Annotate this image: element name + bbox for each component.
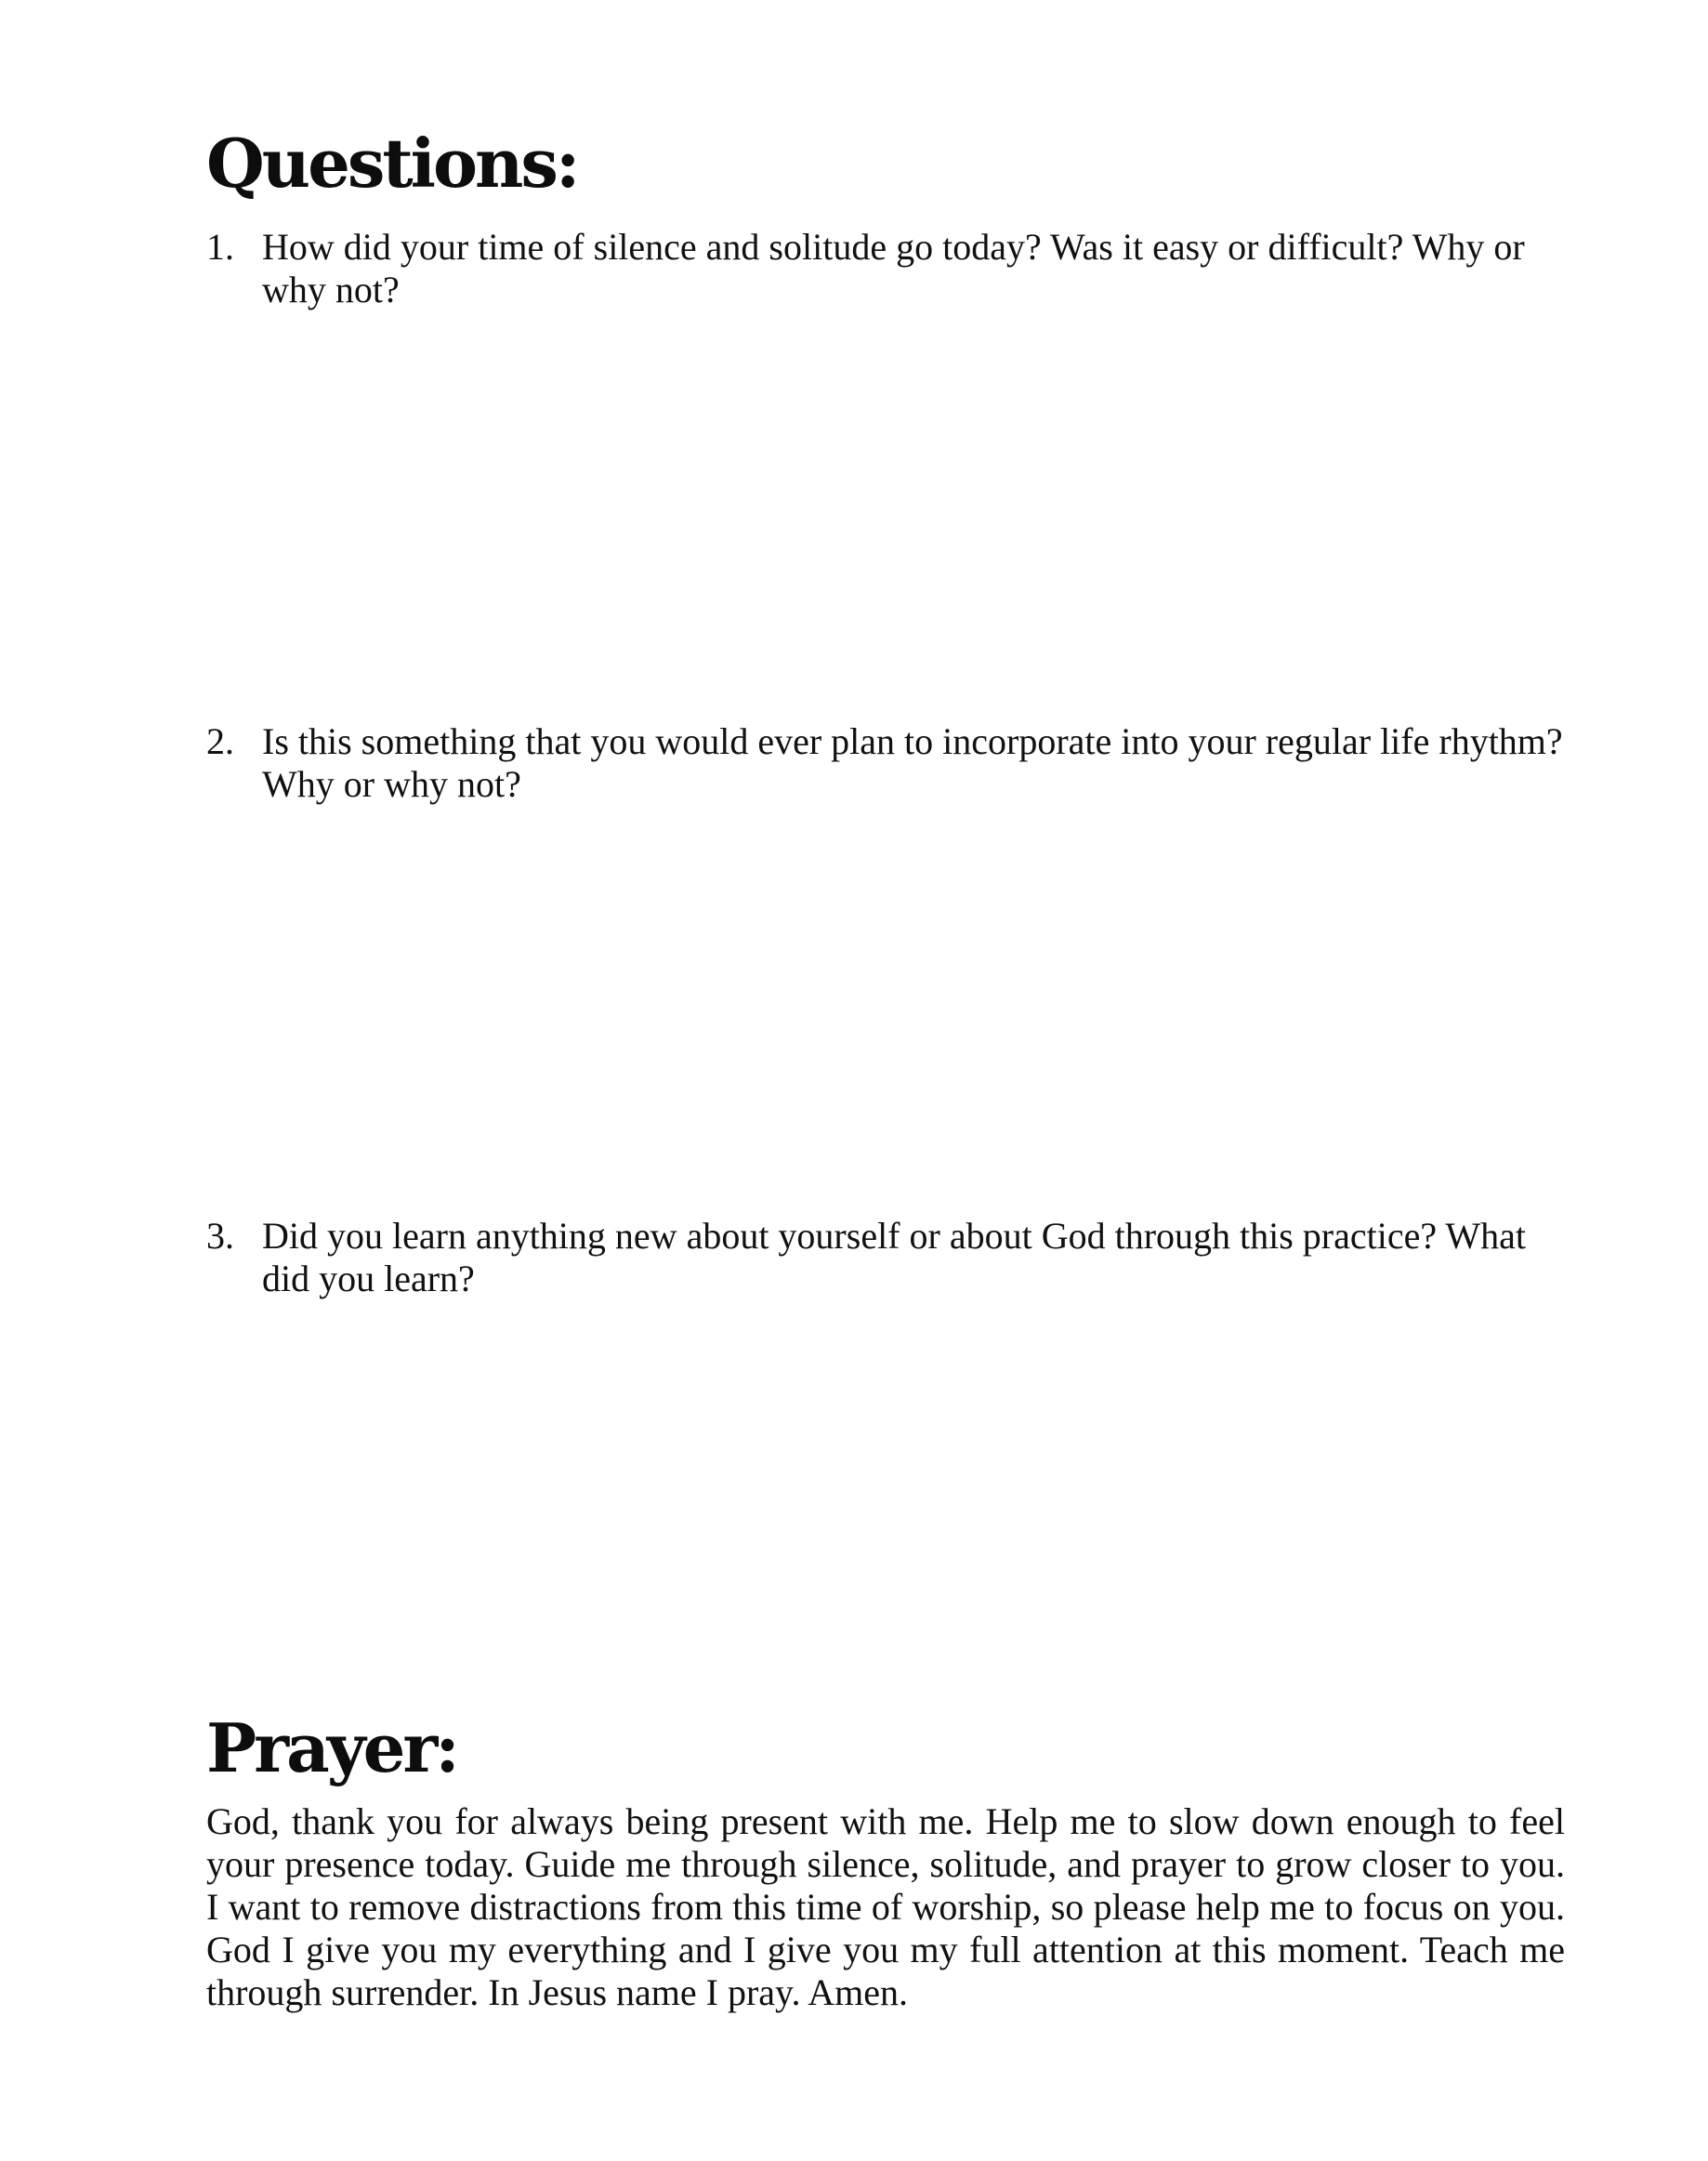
prayer-heading: Prayer: bbox=[206, 1708, 457, 1787]
question-text: Did you learn anything new about yourself or about God through this practice? What did you learn? bbox=[262, 1215, 1527, 1299]
question-number: 2. bbox=[206, 720, 234, 762]
prayer-text: God, thank you for always being present with me. Help me to slow down enough to feel your presence today. Guide me through silence, solitude, and prayer to grow closer to you. I want to remove distractions from this time of worship, so please help me to focus on you. God I give you my everything and I give you my full attention at this moment. Teach me through surrender. In Jesus name I pray. Amen. bbox=[206, 1800, 1565, 2013]
question-number: 3. bbox=[206, 1215, 234, 1257]
question-number: 1. bbox=[206, 226, 234, 268]
question-item bbox=[206, 720, 1563, 806]
question-item bbox=[206, 1215, 1563, 1300]
question-text: Is this something that you would ever plan to incorporate into your regular life rhythm? Why or why not? bbox=[262, 720, 1563, 805]
questions-heading: Questions: bbox=[206, 124, 578, 203]
question-text: How did your time of silence and solitude go today? Was it easy or difficult? Why or why not? bbox=[262, 226, 1525, 310]
question-item bbox=[206, 226, 1563, 311]
